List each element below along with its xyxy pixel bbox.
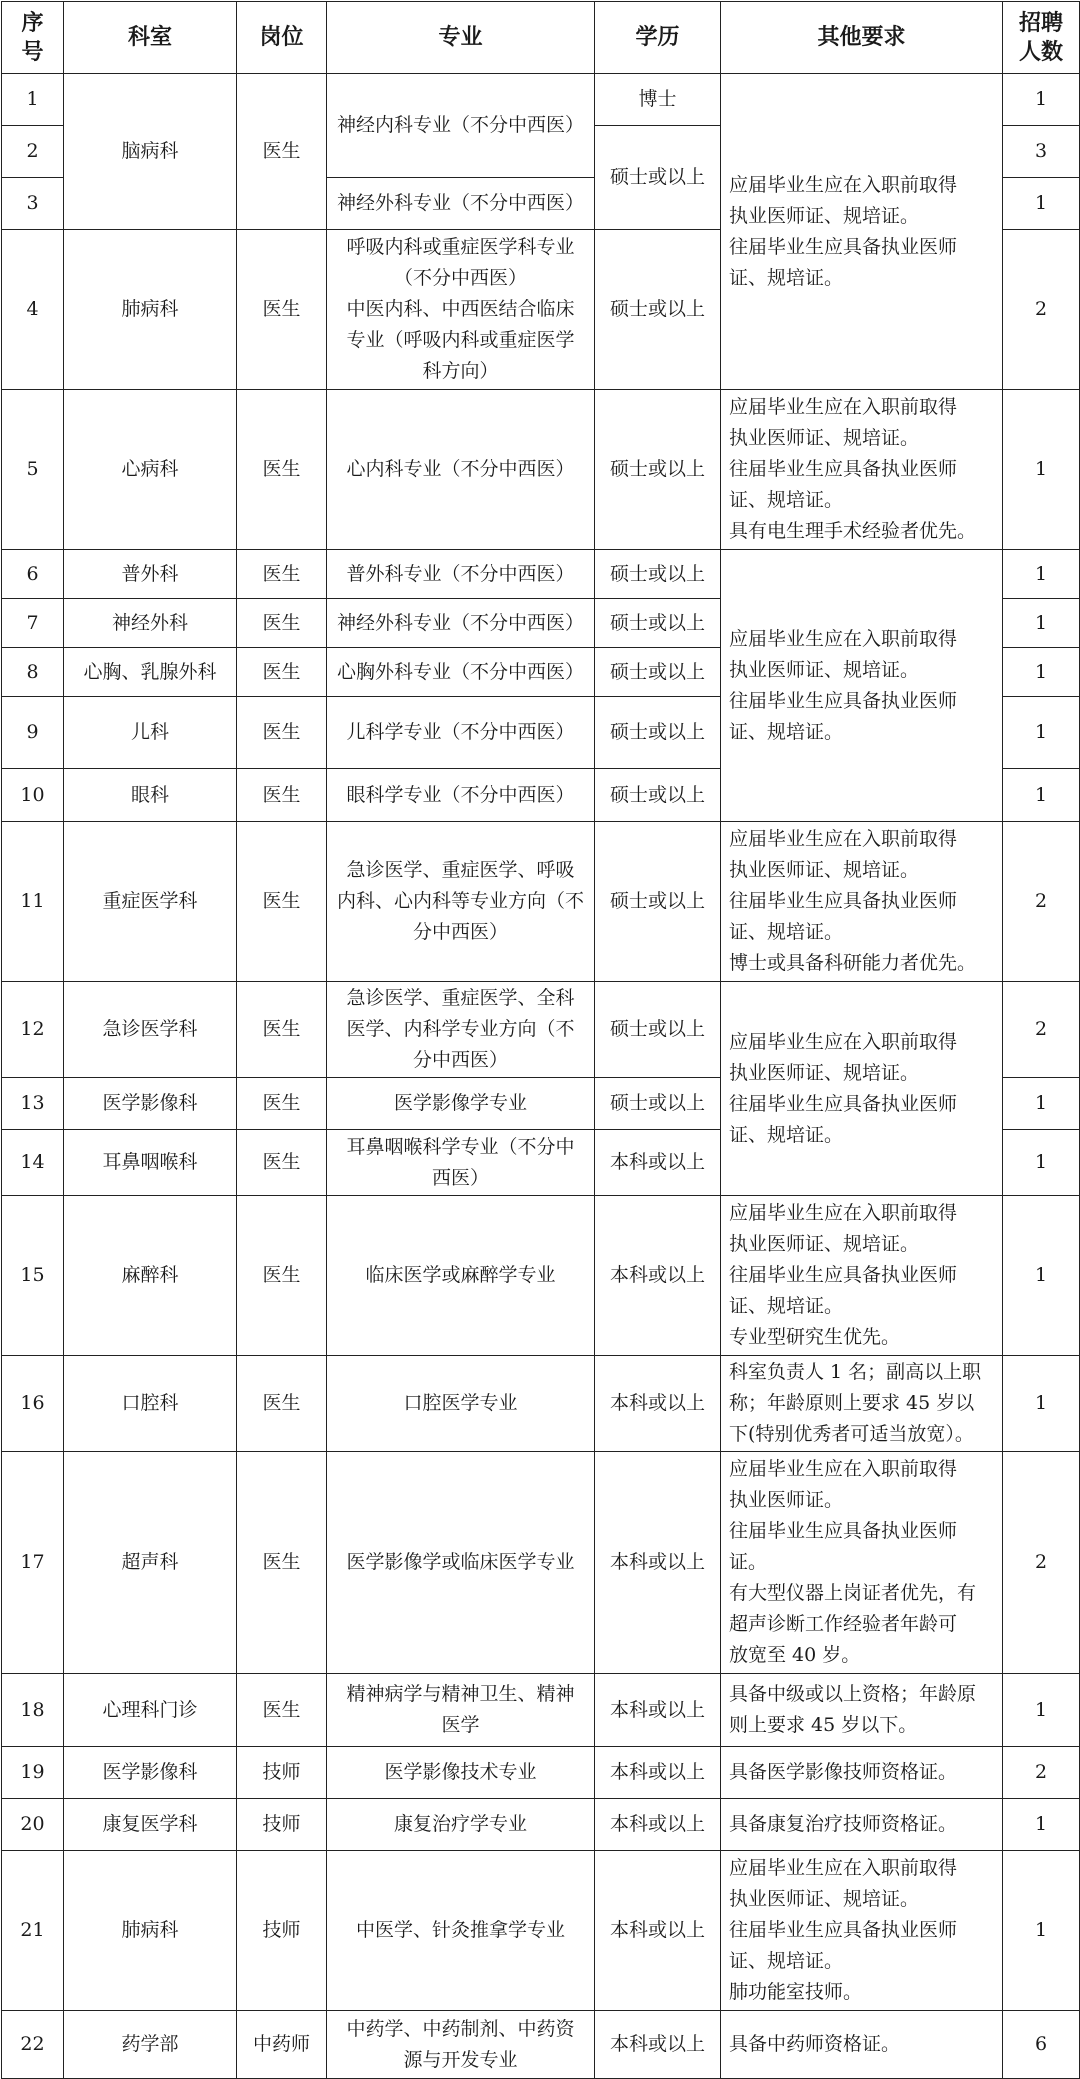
cell-post: 医生 [237, 1356, 327, 1452]
table-row [2, 1851, 1080, 2011]
table-row [2, 1356, 1080, 1452]
cell-req: 应届毕业生应在入职前取得 执业医师证、规培证。 往届毕业生应具备执业医师 证、规培证。 [721, 74, 1003, 390]
cell-req: 应届毕业生应在入职前取得 执业医师证。 往届毕业生应具备执业医师 证。 有大型仪器上岗证者优先，有 超声诊断工作经验者年龄可 放宽至 40 岁。 [721, 1452, 1003, 1674]
cell-count: 1 [1003, 1130, 1080, 1196]
cell-edu: 硕士或以上 [595, 550, 721, 599]
table-row [2, 822, 1080, 982]
table-row [2, 1747, 1080, 1799]
cell-post: 医生 [237, 697, 327, 769]
header-count: 招聘 人数 [1003, 2, 1080, 74]
cell-count: 1 [1003, 769, 1080, 822]
cell-no: 9 [2, 697, 64, 769]
cell-post: 医生 [237, 1674, 327, 1747]
cell-no: 5 [2, 390, 64, 550]
cell-major: 神经内科专业（不分中西医） [327, 74, 595, 178]
cell-dept: 超声科 [64, 1452, 237, 1674]
cell-post: 医生 [237, 390, 327, 550]
cell-major: 医学影像学专业 [327, 1078, 595, 1130]
cell-post: 医生 [237, 1130, 327, 1196]
cell-major: 中医学、针灸推拿学专业 [327, 1851, 595, 2011]
cell-dept: 脑病科 [64, 74, 237, 230]
cell-dept: 眼科 [64, 769, 237, 822]
cell-dept: 心理科门诊 [64, 1674, 237, 1747]
cell-post: 医生 [237, 74, 327, 230]
cell-dept: 康复医学科 [64, 1799, 237, 1851]
cell-dept: 普外科 [64, 550, 237, 599]
cell-post: 医生 [237, 230, 327, 390]
cell-no: 17 [2, 1452, 64, 1674]
table-row [2, 2011, 1080, 2079]
table-row [2, 1452, 1080, 1674]
cell-major: 精神病学与精神卫生、精神 医学 [327, 1674, 595, 1747]
table-row [2, 1196, 1080, 1356]
table-row [2, 390, 1080, 550]
cell-edu: 本科或以上 [595, 1674, 721, 1747]
cell-edu: 本科或以上 [595, 1452, 721, 1674]
cell-post: 中药师 [237, 2011, 327, 2079]
cell-edu: 本科或以上 [595, 1356, 721, 1452]
cell-no: 20 [2, 1799, 64, 1851]
cell-count: 2 [1003, 982, 1080, 1078]
cell-no: 2 [2, 126, 64, 178]
header-no: 序 号 [2, 2, 64, 74]
recruitment-table [1, 1, 1080, 2079]
cell-edu: 硕士或以上 [595, 599, 721, 648]
cell-edu: 硕士或以上 [595, 982, 721, 1078]
header-major: 专业 [327, 2, 595, 74]
cell-no: 21 [2, 1851, 64, 2011]
cell-count: 1 [1003, 648, 1080, 697]
cell-dept: 心胸、乳腺外科 [64, 648, 237, 697]
cell-count: 2 [1003, 230, 1080, 390]
cell-count: 1 [1003, 1799, 1080, 1851]
cell-dept: 医学影像科 [64, 1747, 237, 1799]
cell-post: 医生 [237, 550, 327, 599]
cell-edu: 硕士或以上 [595, 822, 721, 982]
cell-count: 6 [1003, 2011, 1080, 2079]
cell-edu: 硕士或以上 [595, 697, 721, 769]
cell-edu: 本科或以上 [595, 1196, 721, 1356]
header-row [2, 2, 1080, 74]
cell-no: 3 [2, 178, 64, 230]
cell-req: 具备中级或以上资格；年龄原 则上要求 45 岁以下。 [721, 1674, 1003, 1747]
cell-post: 技师 [237, 1851, 327, 2011]
cell-dept: 药学部 [64, 2011, 237, 2079]
cell-edu: 硕士或以上 [595, 126, 721, 230]
cell-major: 神经外科专业（不分中西医） [327, 178, 595, 230]
cell-major: 急诊医学、重症医学、全科 医学、内科学专业方向（不 分中西医） [327, 982, 595, 1078]
cell-count: 3 [1003, 126, 1080, 178]
cell-count: 1 [1003, 390, 1080, 550]
cell-dept: 耳鼻咽喉科 [64, 1130, 237, 1196]
cell-post: 医生 [237, 599, 327, 648]
cell-major: 眼科学专业（不分中西医） [327, 769, 595, 822]
cell-major: 医学影像学或临床医学专业 [327, 1452, 595, 1674]
cell-edu: 博士 [595, 74, 721, 126]
cell-dept: 麻醉科 [64, 1196, 237, 1356]
cell-dept: 神经外科 [64, 599, 237, 648]
cell-req: 具备中药师资格证。 [721, 2011, 1003, 2079]
cell-major: 普外科专业（不分中西医） [327, 550, 595, 599]
header-post: 岗位 [237, 2, 327, 74]
cell-no: 1 [2, 74, 64, 126]
cell-req: 具备康复治疗技师资格证。 [721, 1799, 1003, 1851]
cell-edu: 本科或以上 [595, 1799, 721, 1851]
cell-no: 13 [2, 1078, 64, 1130]
cell-req: 应届毕业生应在入职前取得 执业医师证、规培证。 往届毕业生应具备执业医师 证、规培证。 [721, 550, 1003, 822]
cell-post: 技师 [237, 1799, 327, 1851]
cell-req: 应届毕业生应在入职前取得 执业医师证、规培证。 往届毕业生应具备执业医师 证、规培证。 具有电生理手术经验者优先。 [721, 390, 1003, 550]
cell-edu: 本科或以上 [595, 2011, 721, 2079]
cell-req: 应届毕业生应在入职前取得 执业医师证、规培证。 往届毕业生应具备执业医师 证、规培证。 [721, 982, 1003, 1196]
cell-no: 22 [2, 2011, 64, 2079]
cell-dept: 医学影像科 [64, 1078, 237, 1130]
cell-no: 15 [2, 1196, 64, 1356]
cell-major: 心内科专业（不分中西医） [327, 390, 595, 550]
table-row [2, 74, 1080, 126]
cell-major: 临床医学或麻醉学专业 [327, 1196, 595, 1356]
cell-count: 2 [1003, 822, 1080, 982]
cell-count: 1 [1003, 599, 1080, 648]
cell-post: 医生 [237, 1078, 327, 1130]
cell-no: 16 [2, 1356, 64, 1452]
cell-major: 神经外科专业（不分中西医） [327, 599, 595, 648]
table-row [2, 1799, 1080, 1851]
cell-dept: 口腔科 [64, 1356, 237, 1452]
cell-no: 10 [2, 769, 64, 822]
cell-req: 应届毕业生应在入职前取得 执业医师证、规培证。 往届毕业生应具备执业医师 证、规培证。 专业型研究生优先。 [721, 1196, 1003, 1356]
cell-count: 2 [1003, 1747, 1080, 1799]
cell-req: 应届毕业生应在入职前取得 执业医师证、规培证。 往届毕业生应具备执业医师 证、规培证。 肺功能室技师。 [721, 1851, 1003, 2011]
cell-no: 4 [2, 230, 64, 390]
cell-dept: 心病科 [64, 390, 237, 550]
table-row [2, 982, 1080, 1078]
cell-dept: 肺病科 [64, 230, 237, 390]
cell-major: 急诊医学、重症医学、呼吸 内科、心内科等专业方向（不 分中西医） [327, 822, 595, 982]
cell-post: 医生 [237, 1196, 327, 1356]
cell-no: 14 [2, 1130, 64, 1196]
cell-major: 呼吸内科或重症医学科专业 （不分中西医） 中医内科、中西医结合临床 专业（呼吸内科或重症医学 科方向） [327, 230, 595, 390]
cell-count: 1 [1003, 550, 1080, 599]
cell-major: 心胸外科专业（不分中西医） [327, 648, 595, 697]
cell-major: 口腔医学专业 [327, 1356, 595, 1452]
cell-count: 1 [1003, 1078, 1080, 1130]
cell-post: 医生 [237, 982, 327, 1078]
header-dept: 科室 [64, 2, 237, 74]
cell-no: 6 [2, 550, 64, 599]
cell-no: 12 [2, 982, 64, 1078]
table-row [2, 1674, 1080, 1747]
cell-count: 1 [1003, 1674, 1080, 1747]
table-row [2, 550, 1080, 599]
cell-no: 7 [2, 599, 64, 648]
cell-count: 2 [1003, 1452, 1080, 1674]
cell-edu: 硕士或以上 [595, 1078, 721, 1130]
cell-count: 1 [1003, 1196, 1080, 1356]
cell-major: 医学影像技术专业 [327, 1747, 595, 1799]
cell-count: 1 [1003, 1356, 1080, 1452]
cell-dept: 肺病科 [64, 1851, 237, 2011]
cell-edu: 硕士或以上 [595, 230, 721, 390]
cell-major: 中药学、中药制剂、中药资 源与开发专业 [327, 2011, 595, 2079]
cell-edu: 硕士或以上 [595, 390, 721, 550]
header-req: 其他要求 [721, 2, 1003, 74]
cell-req: 科室负责人 1 名；副高以上职 称；年龄原则上要求 45 岁以 下(特别优秀者可适当放宽）。 [721, 1356, 1003, 1452]
cell-post: 医生 [237, 648, 327, 697]
header-edu: 学历 [595, 2, 721, 74]
cell-req: 应届毕业生应在入职前取得 执业医师证、规培证。 往届毕业生应具备执业医师 证、规培证。 博士或具备科研能力者优先。 [721, 822, 1003, 982]
cell-count: 1 [1003, 178, 1080, 230]
cell-edu: 本科或以上 [595, 1130, 721, 1196]
cell-edu: 本科或以上 [595, 1851, 721, 2011]
cell-edu: 硕士或以上 [595, 648, 721, 697]
cell-count: 1 [1003, 697, 1080, 769]
cell-dept: 儿科 [64, 697, 237, 769]
cell-major: 耳鼻咽喉科学专业（不分中 西医） [327, 1130, 595, 1196]
cell-count: 1 [1003, 1851, 1080, 2011]
cell-dept: 急诊医学科 [64, 982, 237, 1078]
cell-no: 11 [2, 822, 64, 982]
cell-major: 康复治疗学专业 [327, 1799, 595, 1851]
cell-major: 儿科学专业（不分中西医） [327, 697, 595, 769]
cell-post: 医生 [237, 1452, 327, 1674]
cell-no: 18 [2, 1674, 64, 1747]
cell-no: 19 [2, 1747, 64, 1799]
cell-no: 8 [2, 648, 64, 697]
cell-dept: 重症医学科 [64, 822, 237, 982]
cell-count: 1 [1003, 74, 1080, 126]
cell-post: 医生 [237, 822, 327, 982]
cell-edu: 硕士或以上 [595, 769, 721, 822]
cell-req: 具备医学影像技师资格证。 [721, 1747, 1003, 1799]
cell-edu: 本科或以上 [595, 1747, 721, 1799]
cell-post: 医生 [237, 769, 327, 822]
cell-post: 技师 [237, 1747, 327, 1799]
